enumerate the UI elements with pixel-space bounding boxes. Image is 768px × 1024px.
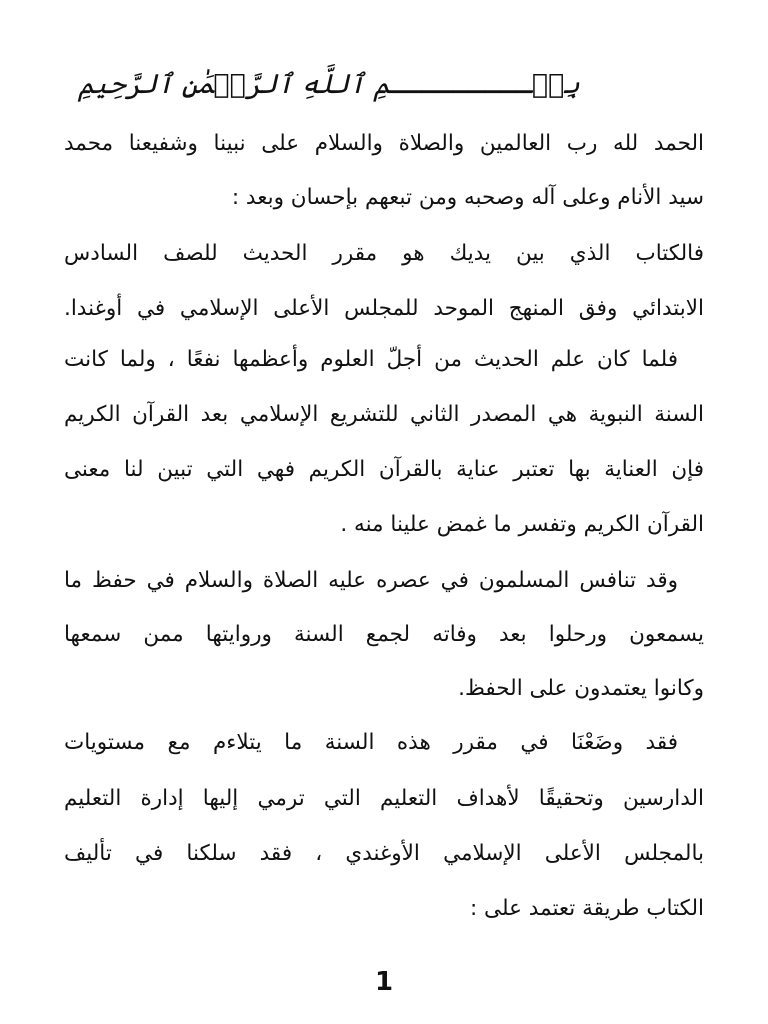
text-line: فالكتاب الذي بين يديك هو مقرر الحديث للصف السادس [64, 241, 704, 266]
text-line: الكتاب طريقة تعتمد على : [469, 896, 704, 921]
text-line: وكانوا يعتمدون على الحفظ. [458, 676, 704, 701]
text-line: القرآن الكريم وتفسر ما غمض علينا منه . [340, 512, 704, 537]
text-line: فقد وضَعْنَا في مقرر هذه السنة ما يتلاءم مع مستويات [64, 730, 678, 755]
text-line: فإن العناية بها تعتبر عناية بالقرآن الكريم فهي التي تبين لنا معنى [64, 457, 704, 482]
text-line: سيد الأنام وعلى آله وصحبه ومن تبعهم بإحسان وبعد : [231, 185, 704, 210]
text-line: الابتدائي وفق المنهج الموحد للمجلس الأعلى الإسلامي في أوغندا. [64, 296, 704, 321]
page-number: 1 [374, 967, 394, 997]
text-line: فلما كان علم الحديث من أجلّ العلوم وأعظمها نفعًا ، ولما كانت [64, 347, 678, 372]
text-line: يسمعون ورحلوا بعد وفاته لجمع السنة وروايتها ممن سمعها [64, 622, 704, 647]
text-line: الحمد لله رب العالمين والصلاة والسلام على نبينا وشفيعنا محمد [64, 131, 704, 156]
text-line: السنة النبوية هي المصدر الثاني للتشريع الإسلامي بعد القرآن الكريم [64, 402, 704, 427]
text-line: بالمجلس الأعلى الإسلامي الأوغندي ، فقد سلكنا في تأليف [64, 841, 704, 866]
basmala-header: بِسۡـــــــــمِ ٱللَّهِ ٱلرَّحۡمَٰنِ ٱلرَّحِيمِ [78, 69, 580, 100]
text-line: الدارسين وتحقيقًا لأهداف التعليم التي ترمي إليها إدارة التعليم [64, 786, 704, 811]
text-line: وقد تنافس المسلمون في عصره عليه الصلاة والسلام في حفظ ما [64, 568, 678, 593]
